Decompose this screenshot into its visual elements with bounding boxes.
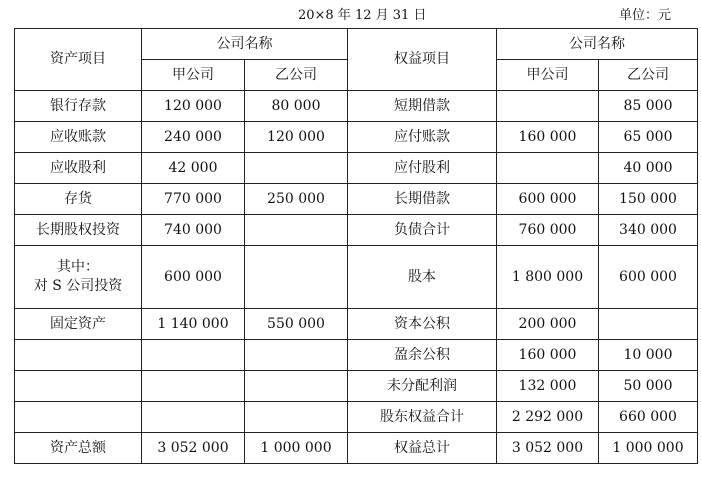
asset-item [15, 340, 142, 371]
equity-jia-value: 3 052 000 [497, 433, 599, 464]
equity-yi-value: 340 000 [599, 215, 698, 246]
currency-unit: 单位：元 [618, 8, 671, 23]
asset-item-line1: 其中： [57, 259, 99, 275]
header-row [15, 29, 698, 60]
equity-yi-value: 150 000 [599, 184, 698, 215]
asset-jia-value: 240 000 [142, 122, 245, 153]
asset-item-line2: 对 S 公司投资 [33, 278, 123, 294]
asset-item [15, 371, 142, 402]
equity-yi-value: 65 000 [599, 122, 698, 153]
table-row [15, 371, 698, 402]
header-equity-item: 权益项目 [348, 29, 497, 91]
asset-yi-value [245, 402, 348, 433]
equity-jia-value: 160 000 [497, 340, 599, 371]
asset-yi-value: 120 000 [245, 122, 348, 153]
equity-yi-value: 50 000 [599, 371, 698, 402]
equity-jia-value: 200 000 [497, 309, 599, 340]
equity-yi-value: 1 000 000 [599, 433, 698, 464]
equity-item: 应付账款 [348, 122, 497, 153]
equity-item: 权益总计 [348, 433, 497, 464]
equity-jia-value: 132 000 [497, 371, 599, 402]
asset-jia-value: 42 000 [142, 153, 245, 184]
table-row [15, 153, 698, 184]
asset-yi-value: 1 000 000 [245, 433, 348, 464]
equity-yi-value: 10 000 [599, 340, 698, 371]
asset-item [15, 246, 142, 309]
balance-sheet-table [14, 28, 698, 464]
totals-row [15, 433, 698, 464]
asset-item [15, 402, 142, 433]
asset-jia-value: 600 000 [142, 246, 245, 309]
table-row [15, 122, 698, 153]
asset-jia-value [142, 340, 245, 371]
equity-jia-value: 2 292 000 [497, 402, 599, 433]
asset-item: 长期股权投资 [15, 215, 142, 246]
asset-jia-value: 120 000 [142, 91, 245, 122]
subheader-jia-left: 甲公司 [142, 60, 245, 91]
table-row [15, 309, 698, 340]
table-row [15, 340, 698, 371]
equity-jia-value: 600 000 [497, 184, 599, 215]
table-row [15, 184, 698, 215]
asset-item: 银行存款 [15, 91, 142, 122]
equity-yi-value: 40 000 [599, 153, 698, 184]
asset-yi-value: 250 000 [245, 184, 348, 215]
table-row [15, 402, 698, 433]
equity-jia-value: 1 800 000 [497, 246, 599, 309]
header-asset-item: 资产项目 [15, 29, 142, 91]
equity-item: 应付股利 [348, 153, 497, 184]
table-row [15, 215, 698, 246]
equity-item: 未分配利润 [348, 371, 497, 402]
equity-item: 负债合计 [348, 215, 497, 246]
asset-yi-value [245, 246, 348, 309]
equity-item: 股东权益合计 [348, 402, 497, 433]
subheader-yi-right: 乙公司 [599, 60, 698, 91]
asset-jia-value [142, 371, 245, 402]
header-company-name-right: 公司名称 [497, 29, 698, 60]
equity-yi-value: 85 000 [599, 91, 698, 122]
equity-item: 短期借款 [348, 91, 497, 122]
equity-item: 资本公积 [348, 309, 497, 340]
equity-jia-value: 760 000 [497, 215, 599, 246]
equity-yi-value [599, 309, 698, 340]
asset-yi-value [245, 215, 348, 246]
equity-jia-value [497, 91, 599, 122]
equity-yi-value: 660 000 [599, 402, 698, 433]
header-company-name-left: 公司名称 [142, 29, 348, 60]
asset-jia-value [142, 402, 245, 433]
asset-jia-value: 1 140 000 [142, 309, 245, 340]
equity-jia-value: 160 000 [497, 122, 599, 153]
asset-yi-value: 550 000 [245, 309, 348, 340]
asset-item: 固定资产 [15, 309, 142, 340]
asset-item: 存货 [15, 184, 142, 215]
equity-item: 股本 [348, 246, 497, 309]
asset-yi-value [245, 340, 348, 371]
equity-yi-value: 600 000 [599, 246, 698, 309]
report-date: 20×8 年 12 月 31 日 [298, 8, 427, 23]
equity-item: 盈余公积 [348, 340, 497, 371]
asset-item: 应收账款 [15, 122, 142, 153]
subheader-yi-left: 乙公司 [245, 60, 348, 91]
subheader-jia-right: 甲公司 [497, 60, 599, 91]
asset-jia-value: 740 000 [142, 215, 245, 246]
equity-jia-value [497, 153, 599, 184]
table-row [15, 246, 698, 309]
asset-yi-value [245, 153, 348, 184]
equity-item: 长期借款 [348, 184, 497, 215]
asset-yi-value [245, 371, 348, 402]
asset-jia-value: 3 052 000 [142, 433, 245, 464]
asset-item: 应收股利 [15, 153, 142, 184]
asset-yi-value: 80 000 [245, 91, 348, 122]
asset-jia-value: 770 000 [142, 184, 245, 215]
asset-item: 资产总额 [15, 433, 142, 464]
table-row [15, 91, 698, 122]
